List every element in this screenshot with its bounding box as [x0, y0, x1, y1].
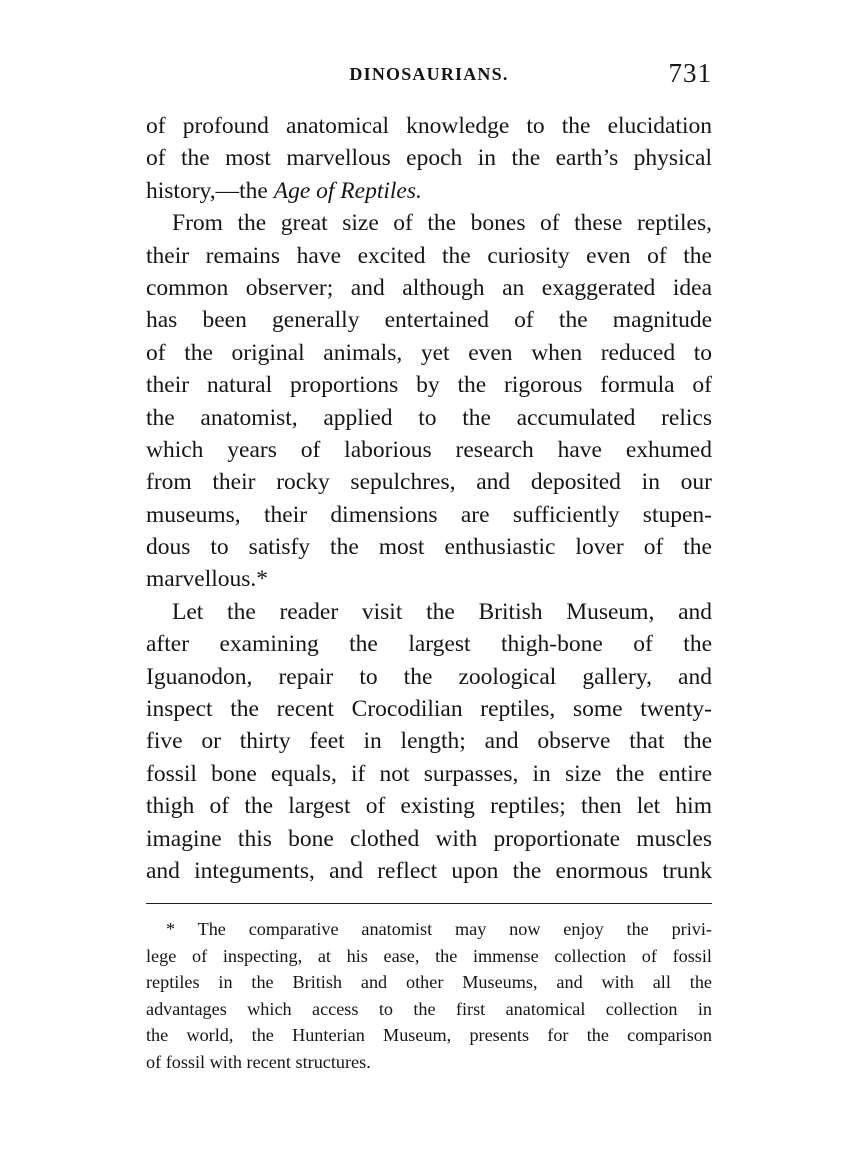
running-title: DINOSAURIANS.: [349, 64, 509, 84]
text-line: which years of laborious research have exhumed: [146, 436, 712, 463]
footnote-line: advantages which access to the first anatomical collection in: [146, 998, 712, 1019]
text-line: of profound anatomical knowledge to the elucidation: [146, 113, 712, 139]
text-line: from their rocky sepulchres, and deposited in our: [146, 469, 712, 496]
text-line: after examining the largest thigh-bone of the: [146, 631, 712, 658]
text-line: fossil bone equals, if not surpasses, in size the entire: [146, 760, 712, 787]
text-line: five or thirty feet in length; and observe that the: [146, 728, 712, 755]
text-line: their natural proportions by the rigorous formula of: [146, 372, 712, 399]
body-text: [146, 110, 712, 887]
text-line: the anatomist, applied to the accumulated relics: [146, 404, 712, 431]
footnote-line: reptiles in the British and other Museums, and with all the: [146, 972, 712, 993]
text-line: [146, 175, 712, 207]
text-fragment: history,—the: [146, 177, 274, 204]
footnote-line: lege of inspecting, at his ease, the immense collection of fossil: [146, 945, 712, 966]
italic-phrase: Age of Reptiles.: [273, 177, 422, 204]
text-line: common observer; and although an exaggerated idea: [146, 274, 712, 301]
text-line: Iguanodon, repair to the zoological gallery, and: [146, 663, 712, 690]
text-line: inspect the recent Crocodilian reptiles, some twenty-: [146, 696, 712, 723]
text-line: of the original animals, yet even when reduced to: [146, 339, 712, 366]
text-line: and integuments, and reflect upon the enormous trunk: [146, 857, 712, 884]
footnote: [146, 916, 712, 1076]
page-header: [146, 60, 712, 96]
page-number: 731: [668, 58, 712, 88]
text-line: museums, their dimensions are sufficiently stupen-: [146, 501, 712, 528]
text-line: their remains have excited the curiosity even of the: [146, 242, 712, 269]
footnote-rule: [146, 903, 712, 904]
footnote-line: of fossil with recent structures.: [146, 1051, 371, 1072]
text-line: thigh of the largest of existing reptiles; then let him: [146, 793, 712, 820]
text-line: imagine this bone clothed with proportionate muscles: [146, 825, 712, 852]
paragraph-start-line: From the great size of the bones of these reptiles,: [172, 210, 712, 237]
text-line: dous to satisfy the most enthusiastic lover of the: [146, 534, 712, 561]
text-line: marvellous.*: [146, 566, 269, 593]
text-line: has been generally entertained of the magnitude: [146, 307, 712, 334]
footnote-line: * The comparative anatomist may now enjoy the privi-: [166, 919, 712, 939]
text-line: of the most marvellous epoch in the earth’s physical: [146, 145, 712, 172]
paragraph-start-line: Let the reader visit the British Museum, and: [172, 598, 712, 625]
footnote-line: the world, the Hunterian Museum, presents for the comparison: [146, 1025, 712, 1046]
